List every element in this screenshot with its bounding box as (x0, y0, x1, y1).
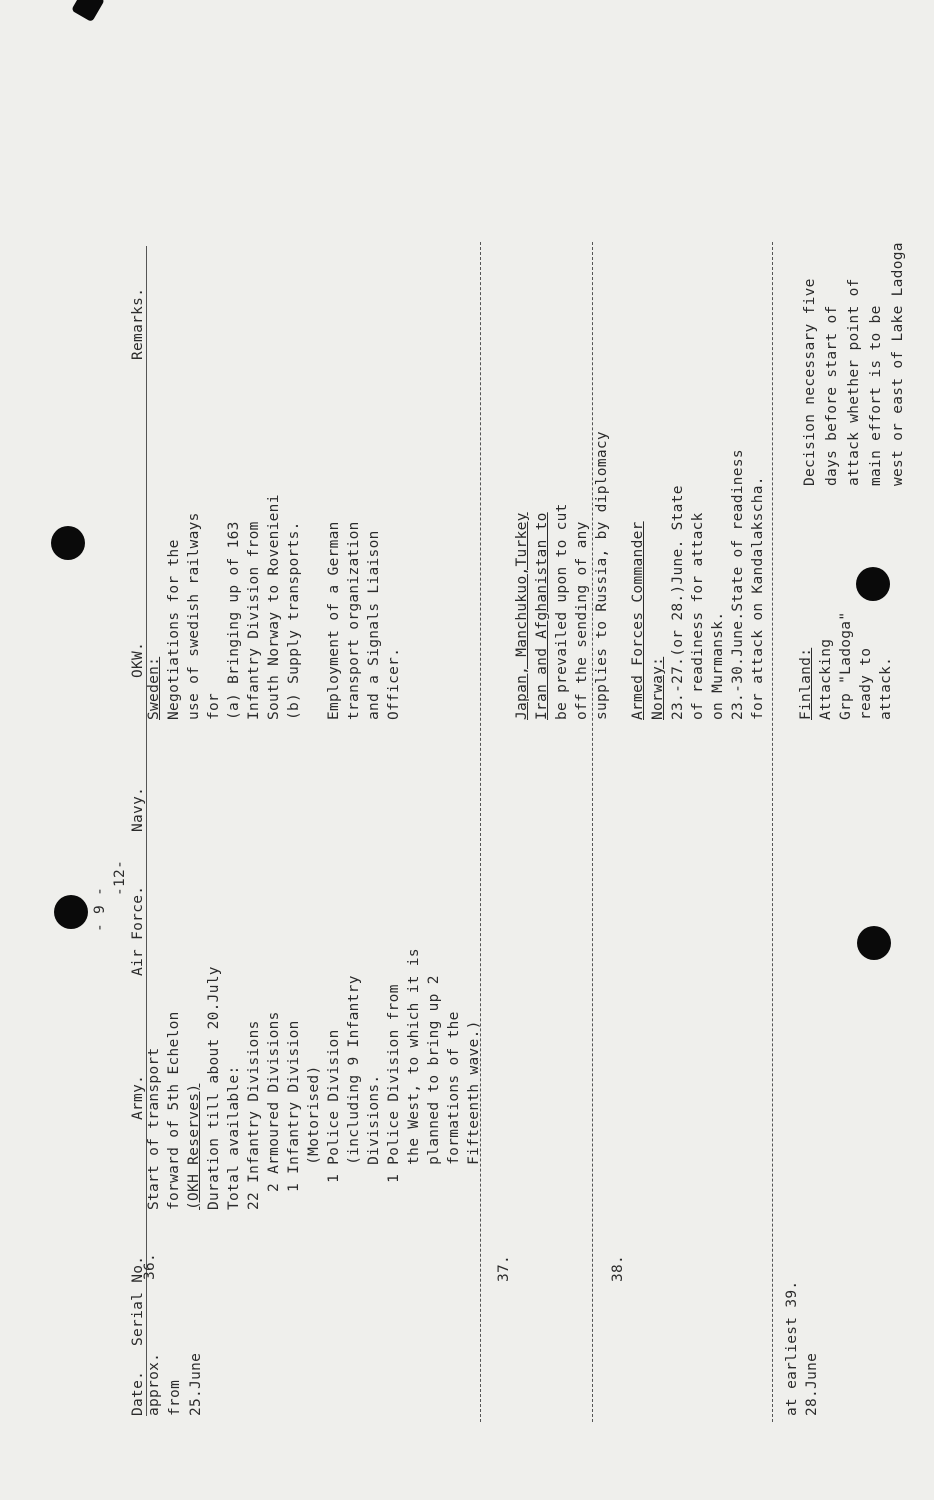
entry36-date-line: approx. (146, 1352, 162, 1416)
remarks-line: days before start of (824, 305, 840, 486)
army-line: (Motorised) (306, 1065, 322, 1210)
okw-line: ready to (858, 647, 874, 720)
army-line: Start of transport (146, 1047, 162, 1210)
okw-line: use of swedish railways (186, 512, 202, 720)
army-line: 22 Infantry Divisions (246, 1020, 262, 1210)
okw-line: supplies to Russia, by diplomacy (594, 431, 610, 720)
header-serial: Serial No. (130, 1255, 146, 1346)
header-date: Date. (130, 1370, 146, 1416)
okw-line: for (206, 692, 222, 720)
army-line: 1 Police Division from (386, 984, 402, 1210)
okw-line: 23.-30.June.State of readiness (730, 449, 746, 720)
army-line: the West, to which it is (406, 948, 422, 1210)
army-line: 1 Police Division (326, 1029, 342, 1210)
okw-line: for attack on Kandalakscha. (750, 476, 766, 720)
header-army: Army. (130, 1074, 146, 1120)
header-remarks: Remarks. (130, 287, 146, 360)
okw-line: Armed Forces Commander (630, 521, 646, 720)
army-line: Divisions. (366, 1074, 382, 1210)
page-number: -12- (112, 859, 128, 896)
okw-line: (a) Bringing up of 163 (226, 521, 242, 720)
okw-line: Sweden: (146, 656, 162, 720)
army-line: formations of the (446, 1011, 462, 1210)
okw-line: Attacking (818, 638, 834, 720)
header-navy: Navy. (130, 786, 146, 832)
row-divider (480, 242, 481, 1422)
remarks-line: main effort is to be (868, 305, 884, 486)
army-line: (including 9 Infantry (346, 975, 362, 1210)
okw-line: Finland: (798, 647, 814, 720)
army-line: Duration till about 20.July (206, 966, 222, 1210)
army-line: 2 Armoured Divisions (266, 1011, 282, 1210)
header-underline (146, 246, 147, 1416)
entry38-serial: 38. (610, 1254, 626, 1282)
okw-line: off the sending of any (574, 521, 590, 720)
okw-line: on Murmansk. (710, 611, 726, 720)
entry36-date-line: from (167, 1379, 183, 1416)
army-line: 1 Infantry Division (286, 1020, 302, 1210)
entry39-date-line: 28.June (804, 1352, 820, 1416)
entry36-serial: 36. (142, 1252, 158, 1280)
army-line: Fifteenth wave.) (466, 1020, 482, 1210)
okw-line: 23.-27.(or 28.)June. State (670, 485, 686, 720)
row-divider (592, 242, 593, 1422)
okw-line: South Norway to Rovenieni (266, 494, 282, 720)
army-line: forward of 5th Echelon (166, 1011, 182, 1210)
entry37-serial: 37. (496, 1254, 512, 1282)
okw-line: Grp "Ladoga" (838, 611, 854, 720)
row-divider (772, 242, 773, 1422)
header-okw: OKW. (130, 641, 146, 678)
handwritten-page-mark: - 9 - (92, 886, 108, 932)
okw-line: be prevailed upon to cut (554, 503, 570, 720)
okw-line: transport organization (346, 521, 362, 720)
okw-line: Employment of a German (326, 521, 342, 720)
okw-line: Iran and Afghanistan to (534, 512, 550, 720)
okw-line: and a Signals Liaison (366, 530, 382, 720)
entry36-date-line: 25.June (188, 1352, 204, 1416)
okw-line: Japan, Manchukuo,Turkey (514, 512, 530, 720)
okw-line: of readiness for attack (690, 512, 706, 720)
remarks-line: attack whether point of (846, 278, 862, 486)
army-line: (OKH Reserves) (186, 1083, 202, 1210)
header-air-force: Air Force. (130, 885, 146, 976)
entry39-date-line: at earliest 39. (784, 1280, 800, 1416)
army-line: Total available: (226, 1065, 242, 1210)
remarks-line: west or east of Lake Ladoga (890, 242, 906, 486)
okw-line: Norway: (650, 656, 666, 720)
army-line: planned to bring up 2 (426, 975, 442, 1210)
okw-line: Infantry Division from (246, 521, 262, 720)
okw-line: Negotiations for the (166, 539, 182, 720)
okw-line: Officer. (386, 647, 402, 720)
okw-line: (b) Supply transports. (286, 521, 302, 720)
okw-line: attack. (878, 656, 894, 720)
remarks-line: Decision necessary five (802, 278, 818, 486)
